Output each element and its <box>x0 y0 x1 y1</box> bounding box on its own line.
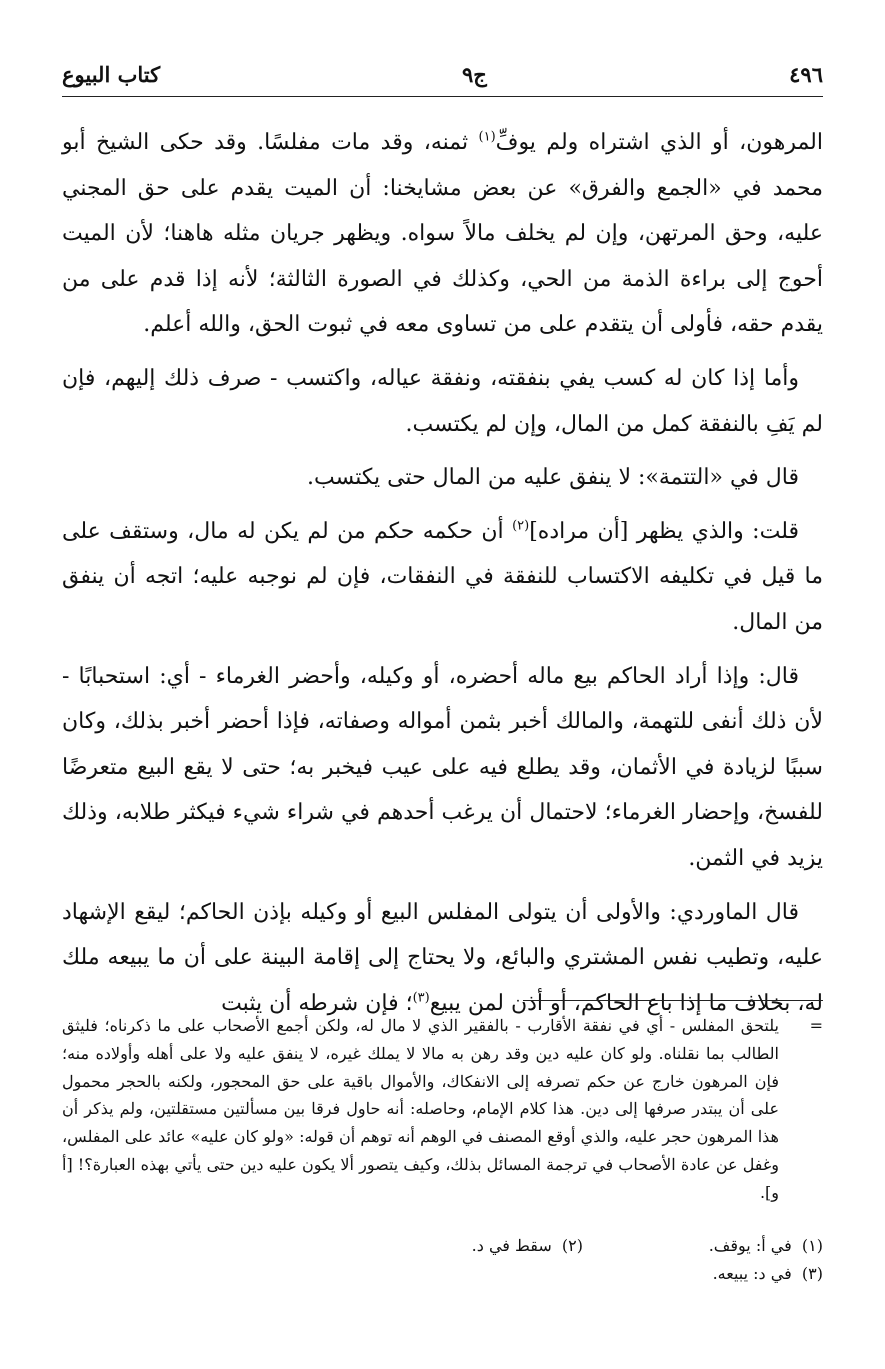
footnotes <box>62 1232 823 1288</box>
footnote-row <box>62 1260 823 1288</box>
continuation-marker: = <box>809 1016 823 1035</box>
footnote-1: (١) في أ: يوقف. <box>708 1236 823 1255</box>
paragraph-3: قال في «التتمة»: لا ينفق عليه من المال حتى يكتسب. <box>306 465 799 491</box>
paragraph-5: قال: وإذا أراد الحاكم بيع ماله أحضره، أو وكيله، وأحضر الغرماء - أي: استحبابًا - لأن ذلك أنفى للتهمة، والمالك أخبر بثمن أمواله وصفاته، فإذا أحضر أخبر بذلك، وكان سببًا لزيادة في الأثمان، وقد يطلع فيه على عيب فيخبر به؛ حتى لا يقع البيع متعرضًا للفسخ، وإحضار الغرماء؛ لاحتمال أن يرغب أحدهم في شراء شيء فيكثر طلابه، وذلك يزيد في الثمن. <box>62 663 823 871</box>
continuation-text: يلتحق المفلس - أي في نفقة الأقارب - بالفقير الذي لا مال له، ولكن أجمع الأصحاب على ما ذكرناه؛ فليثق الطالب بما نقلناه. ولو كان عليه دين وقد رهن به مالا لا يملك غيره، لا ينفق عليه ولا على أهله وأولاده منه؛ فإن المرهون خارج عن حكم تصرفه إلى الانفكاك، والأموال باقية على حق المحجور، ولكنه بالحجر محمول على أن يبتدر صرفها إلى دين. هذا كلام الإمام، وحاصله: أنه حاول فرقا بين مسألتين مستقلتين، ولم يذكر أن هذا المرهون حجر عليه، والذي أوقع المصنف في الوهم أنه توهم أن قوله: «ولو كان عليه» عائد على المفلس، وغفل عن عادة الأصحاب في ترجمة المسائل بذلك، وكيف يتصور ألا يكون عليه دين حتى يأتي بهذه العبارة؟! [أ و]. <box>62 1016 779 1202</box>
volume-label: ج٩ <box>462 62 487 87</box>
page-number: ٤٩٦ <box>789 62 823 87</box>
footnote-rule <box>523 1000 823 1001</box>
book-title: كتاب البيوع <box>62 62 161 87</box>
footnote-row <box>62 1232 823 1260</box>
paragraph-4: قلت: والذي يظهر [أن مراده]$^{(٢)}$ أن حكمه حكم من لم يكن له مال، وستقف على ما قيل في تكليفه الاكتساب للنفقة في النفقات، فإن لم نوجبه عليه؛ اتجه أن ينفق من المال. <box>62 518 823 635</box>
footnote-3: (٣) في د: يبيعه. <box>712 1264 823 1283</box>
paragraph-6: قال الماوردي: والأولى أن يتولى المفلس البيع أو وكيله بإذن الحاكم؛ ليقع الإشهاد عليه، وتطيب نفس المشتري والبائع، ولا يحتاج إلى إقامة البينة على أن ما يبيعه ملك له، بخلاف ما إذا باع الحاكم، أو أذن لمن يبيع$^{(٣)}$؛ فإن شرطه أن يثبت <box>62 899 823 1016</box>
footnote-ref-1: (١) <box>478 129 496 145</box>
paragraph-1: المرهون، أو الذي اشتراه ولم يوفِّ$^{(١)}$ ثمنه، وقد مات مفلسًا. وقد حكى الشيخ أبو محمد في «الجمع والفرق» عن بعض مشايخنا: أن الميت يقدم على حق المجني عليه، وحق المرتهن، وإن لم يخلف مالاً سواه. ويظهر جريان مثله هاهنا؛ لأن الميت أحوج إلى براءة الذمة من الحي، وكذلك في الصورة الثالثة؛ لأنه إذا قدم على من يقدم حقه، فأولى أن يتقدم على من تساوى معه في ثبوت الحق، والله أعلم. <box>62 129 823 338</box>
footnote-ref-2: (٢) <box>512 518 530 534</box>
footnote-ref-3: (٣) <box>412 990 430 1006</box>
page-header <box>62 58 823 94</box>
footnote-continuation <box>62 1012 823 1207</box>
main-text <box>62 120 823 1026</box>
footnote-2: (٢) سقط في د. <box>471 1236 583 1255</box>
paragraph-2: وأما إذا كان له كسب يفي بنفقته، ونفقة عياله، واكتسب - صرف ذلك إليهم، فإن لم يَفِ بالنفقة كمل من المال، وإن لم يكتسب. <box>62 365 823 437</box>
header-rule <box>62 96 823 97</box>
